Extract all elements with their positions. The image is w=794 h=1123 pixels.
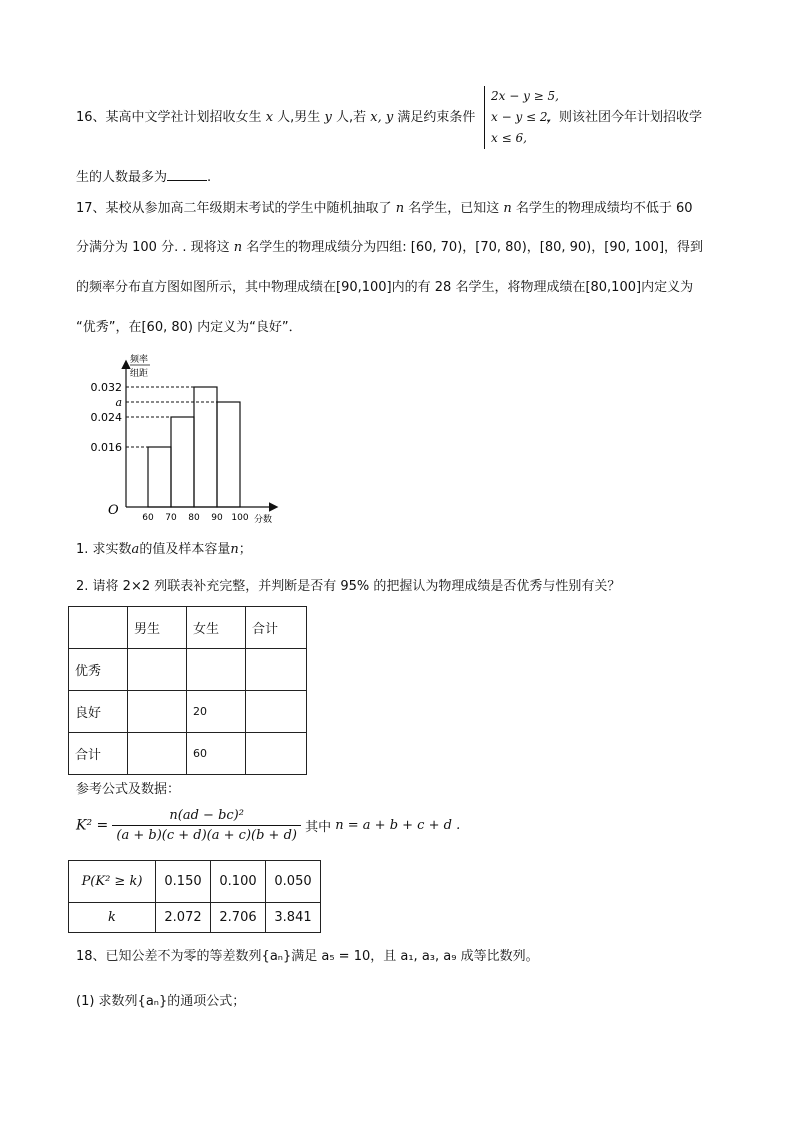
formula-where: 其中 [305,820,332,835]
table-cell: k [69,903,156,933]
histogram-bar [171,417,194,507]
q17-text: 名学生的物理成绩分为四组: [60, 70)，[70, 80)，[80, 90)，[90, 100]，得到 [246,240,704,255]
q17-text: 17、某校从参加高二年级期末考试的学生中随机抽取了 [76,201,392,216]
q16-suffix: ，则该社团今年计划招收学 [546,110,703,125]
q18-part1: (1) 求数列{aₙ}的通项公式； [76,994,246,1009]
q16-text: 人,若 [335,110,367,125]
task-text: ； [238,542,252,557]
y-tick-label: 0.032 [90,381,122,394]
xlabel: 分数 [254,515,273,525]
histogram-bar [217,402,240,507]
answer-blank [167,168,207,181]
q17-text: 名学生的物理成绩均不低于 60 [515,201,693,216]
table-row [69,861,321,903]
q17-line1 [76,197,693,216]
histogram-bar [148,447,171,507]
x-tick-label: 80 [188,513,200,523]
constraint-3: x ≤ 6, [491,131,527,145]
task-text: 的值及样本容量 [139,542,231,557]
q16-text: 生的人数最多为 [76,170,168,185]
table-cell: 20 [187,691,246,733]
table-cell: 0.100 [211,861,266,903]
ylabel-top: 频率 [130,355,149,365]
frequency-histogram [78,350,288,526]
constraint-2: x − y ≤ 2, [491,110,552,124]
var-n: n [503,201,512,216]
chi-square-formula [76,808,460,843]
constraint-1: 2x − y ≥ 5, [491,89,559,103]
var-x: x [265,110,274,125]
table-cell [187,649,246,691]
y-tick-label: 0.024 [90,411,122,424]
q16-text: 人,男生 [277,110,321,125]
table-cell: 良好 [69,691,128,733]
table-row [69,607,307,649]
var-n: n [395,201,405,216]
x-tick-label: 100 [231,513,249,523]
formula-lhs: K² = [76,817,109,834]
table-cell: P(K² ≥ k) [69,861,156,903]
q17-text: 名学生，已知这 [408,201,500,216]
table-cell [128,733,187,775]
table-cell: 3.841 [266,903,321,933]
formula-numerator: n(ad − bc)² [112,808,301,826]
origin-label: O [108,503,119,518]
q16-line1 [76,106,475,125]
table-cell [128,649,187,691]
q17-line2 [76,236,703,255]
q17-text: 分满分为 100 分. . 现将这 [76,240,230,255]
table-cell: 0.150 [156,861,211,903]
x-tick-label: 70 [165,513,177,523]
y-tick-label: a [115,396,122,409]
reference-label: 参考公式及数据： [76,782,181,797]
table-cell [246,733,307,775]
task-text: 1. 求实数 [76,542,132,557]
q17-line4: “优秀”，在[60, 80) 内定义为“良好”． [76,320,302,335]
q17-task1 [76,538,252,557]
y-tick-label: 0.016 [90,441,122,454]
formula-denominator: (a + b)(c + d)(a + c)(b + d) [116,828,297,843]
formula-fraction [112,808,301,843]
critical-value-table [68,860,321,933]
table-cell: 合计 [69,733,128,775]
table-cell [69,607,128,649]
var-xy: x, y [370,110,394,125]
table-cell [246,691,307,733]
contingency-table [68,606,307,775]
table-cell: 优秀 [69,649,128,691]
table-cell: 2.706 [211,903,266,933]
q17-task2: 2. 请将 2×2 列联表补充完整，并判断是否有 95% 的把握认为物理成绩是否优秀与性别有关？ [76,579,621,594]
q17-line3: 的频率分布直方图如图所示，其中物理成绩在[90,100]内的有 28 名学生，将物理成绩在[80,100]内定义为 [76,280,694,295]
var-a: a [131,542,140,557]
var-n: n [230,542,239,557]
table-cell: 60 [187,733,246,775]
table-cell: 2.072 [156,903,211,933]
table-row [69,649,307,691]
table-cell: 0.050 [266,861,321,903]
ylabel-bottom: 组距 [130,369,149,379]
q16-text: 16、某高中文学社计划招收女生 [76,110,262,125]
table-cell: 合计 [246,607,307,649]
var-n: n [233,240,243,255]
table-cell: 女生 [187,607,246,649]
table-row [69,691,307,733]
table-cell: 男生 [128,607,187,649]
q18-line1: 18、已知公差不为零的等差数列{aₙ}满足 a₅ = 10，且 a₁, a₃, a₉ 成等比数列。 [76,949,539,964]
var-y: y [324,110,332,125]
x-tick-label: 60 [142,513,154,523]
formula-condition: n = a + b + c + d . [335,818,461,833]
table-cell [128,691,187,733]
q16-line2: 生的人数最多为 . [76,170,212,185]
x-tick-label: 90 [211,513,223,523]
table-cell [246,649,307,691]
table-row [69,733,307,775]
histogram-bar [194,387,217,507]
table-row [69,903,321,933]
q16-text: 满足约束条件 [397,110,476,125]
